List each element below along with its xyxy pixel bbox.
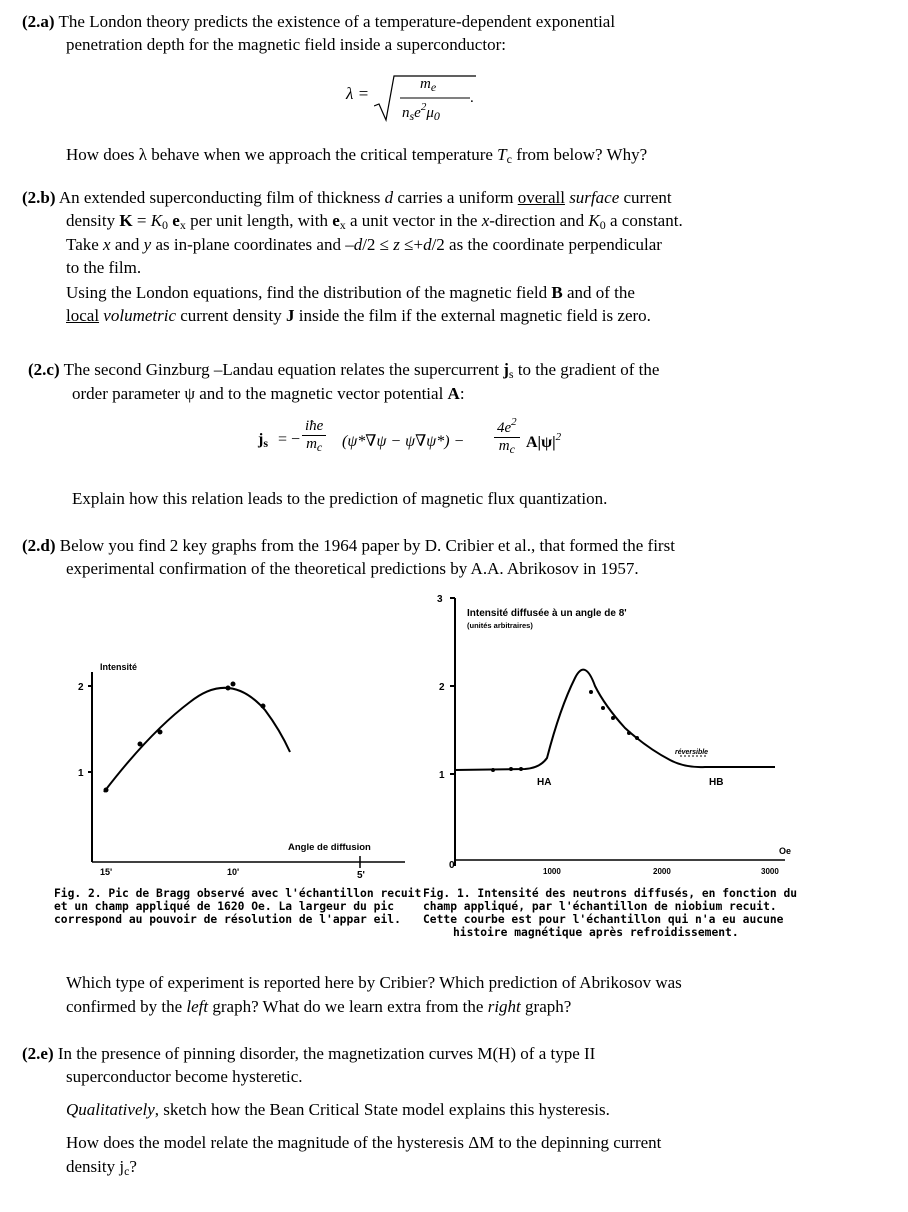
q2e-line5: density $j_c$?: [66, 1157, 137, 1178]
left-ytick-1: 1: [78, 768, 84, 779]
q2d-line1: (2.d) Below you find 2 key graphs from the 1964 paper by D. Cribier et al., that formed the first: [22, 536, 675, 555]
fig1-caption: Fig. 1. Intensité des neutrons diffusés, en fonction du champ appliqué, par l'échantillon de niobium recuit. Cette courbe est pour l'échantillon qui n'a eu aucune histoire magnétique après refroidissement.: [423, 887, 798, 939]
q2b-line5: Using the London equations, find the distribution of the magnetic field B and of the: [66, 283, 635, 302]
data-point: [231, 682, 236, 687]
q2e-line1: (2.e) In the presence of pinning disorder, the magnetization curves M(H) of a type II: [22, 1044, 596, 1063]
data-point: [158, 730, 163, 735]
right-xtick-3000: 3000: [761, 867, 779, 876]
q2d-label: (2.d): [22, 536, 56, 555]
right-xtick-1000: 1000: [543, 867, 561, 876]
left-ytick-2: 2: [78, 682, 84, 693]
q2e-line4: How does the model relate the magnitude of the hysteresis ΔM to the depinning current: [66, 1133, 662, 1152]
data-point: [104, 788, 109, 793]
fig2-caption: Fig. 2. Pic de Bragg observé avec l'échantillon recuit et un champ appliqué de 1620 Oe. La largeur du pic correspond au pouvoir de résolution de l'appar eil.: [54, 887, 422, 926]
bragg-peak-curve: [104, 688, 290, 792]
q2b-label: (2.b): [22, 188, 56, 207]
data-point: [226, 686, 231, 691]
q2b-line6: local volumetric current density J inside the film if the external magnetic field is zero.: [66, 306, 651, 325]
data-point: [138, 742, 143, 747]
reversible-label: réversible: [675, 749, 709, 756]
q2d-line2: experimental confirmation of the theoretical predictions by A.A. Abrikosov in 1957.: [66, 559, 639, 578]
q2a-line1: (2.a) The London theory predicts the existence of a temperature-dependent exponential: [22, 12, 616, 31]
left-xtick-5: 5': [357, 870, 365, 881]
left-xtick-15: 15': [100, 867, 113, 877]
ginzburg-landau-equation: $j_s$ = − iħe $m_c$ (ψ*∇ψ − ψ∇ψ*) − $\frac{4e^2}{m_c}$ $A|\psi|^2$: [258, 416, 562, 456]
london-penetration-equation: λ = $m_e$ $n_se^2\mu_0$ .: [346, 74, 476, 124]
right-ylabel-units: (unités arbitraires): [467, 621, 533, 630]
q2c-explain: Explain how this relation leads to the prediction of magnetic flux quantization.: [72, 489, 608, 508]
right-xaxis-unit: Oe: [779, 846, 792, 856]
right-xtick-2000: 2000: [653, 867, 671, 876]
right-ytick-0: 0: [449, 860, 455, 871]
q2d-question1: Which type of experiment is reported here by Cribier? Which prediction of Abrikosov was: [66, 973, 682, 992]
neutron-intensity-vs-field-graph: [425, 588, 805, 878]
ha-label: HA: [537, 777, 552, 788]
data-point: [261, 704, 266, 709]
right-ylabel: Intensité diffusée à un angle de 8': [467, 608, 627, 619]
right-ytick-3: 3: [437, 594, 443, 605]
q2e-line2: superconductor become hysteretic.: [66, 1067, 303, 1086]
q2c-line2: order parameter ψ and to the magnetic vector potential A:: [72, 384, 465, 403]
left-xtick-10: 10': [227, 867, 240, 877]
q2c-line1: (2.c) The second Ginzburg –Landau equation relates the supercurrent $j_s$ to the gradient of the: [28, 360, 660, 381]
q2a-label: (2.a): [22, 12, 55, 31]
q2c-label: (2.c): [28, 360, 60, 379]
q2a-question: How does λ behave when we approach the critical temperature $T_c$ from below? Why?: [66, 145, 648, 166]
hb-label: HB: [709, 777, 724, 788]
q2b-line1: (2.b) An extended superconducting film of thickness d carries a uniform overall surface current: [22, 188, 672, 207]
bragg-peak-graph: [60, 662, 420, 884]
q2b-line2: density $K = K_0$ $e_x$ per unit length, with $e_x$ a unit vector in the x-direction and $K_0$ a constant.: [66, 211, 683, 232]
left-xlabel: Angle de diffusion: [288, 842, 371, 853]
right-ytick-1: 1: [439, 770, 445, 781]
intensity-curve: [455, 670, 775, 770]
q2a-line2: penetration depth for the magnetic field inside a superconductor:: [66, 35, 506, 54]
left-ylabel: Intensité: [100, 662, 138, 672]
q2b-line4: to the film.: [66, 258, 142, 277]
right-ytick-2: 2: [439, 682, 445, 693]
q2e-label: (2.e): [22, 1044, 54, 1063]
q2d-question2: confirmed by the left graph? What do we learn extra from the right graph?: [66, 997, 572, 1016]
q2b-line3: Take x and y as in-plane coordinates and –d/2 ≤ z ≤+d/2 as the coordinate perpendicular: [66, 235, 662, 254]
q2e-line3: Qualitatively, sketch how the Bean Critical State model explains this hysteresis.: [66, 1100, 610, 1119]
